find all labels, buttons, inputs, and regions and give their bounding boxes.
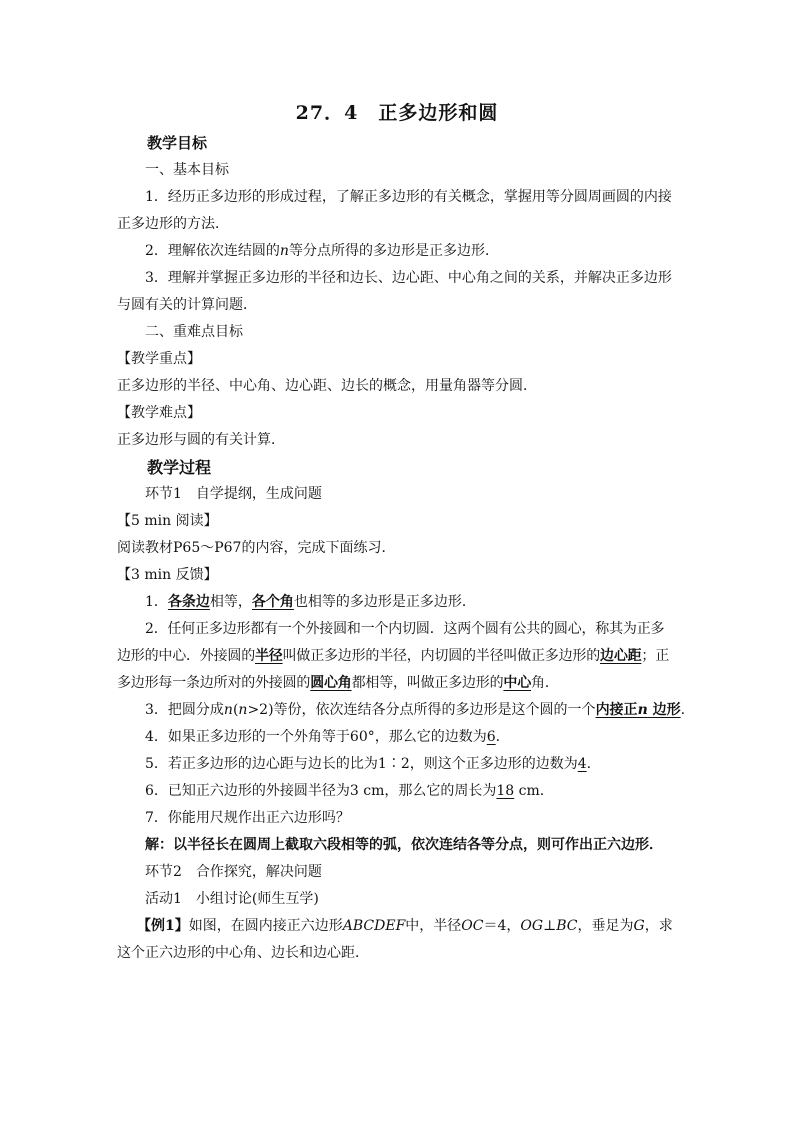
key-point-text: 正多边形的半径、中心角、边心距、边长的概念，用量角器等分圆． <box>117 378 537 394</box>
basic-goal-heading: 一、基本目标 <box>145 162 229 178</box>
key-goal-heading: 二、重难点目标 <box>145 324 243 340</box>
activity-1-heading: 活动1 小组讨论(师生互学) <box>145 891 319 907</box>
answer-blank: 内接正n 边形 <box>595 702 681 718</box>
step-1-heading: 环节1 自学提纲，生成问题 <box>145 486 322 502</box>
question-6: 6．已知正六边形的外接圆半径为3 cm，那么它的周长为18 cm. <box>145 783 545 799</box>
difficult-point-label: 【教学难点】 <box>117 405 201 421</box>
answer-blank: 半径 <box>255 648 283 664</box>
reading-text: 阅读教材P65～P67的内容，完成下面练习． <box>117 540 396 556</box>
goal-3: 3．理解并掌握正多边形的半径和边长、边心距、中心角之间的关系，并解决正多边形与圆有关的计算问题． <box>117 270 672 313</box>
question-3: 3．把圆分成n(n>2)等份，依次连结各分点所得的多边形是这个圆的一个内接正n 边形. <box>145 702 686 718</box>
answer-blank: 6 <box>486 729 496 745</box>
answer-blank: 各个角 <box>251 594 294 610</box>
answer-blank: 4 <box>577 756 587 772</box>
question-1: 1．各条边相等，各个角也相等的多边形是正多边形． <box>145 594 476 610</box>
question-2: 2．任何正多边形都有一个外接圆和一个内切圆．这两个圆有公共的圆心，称其为正多边形的中心．外接圆的半径叫做正多边形的半径，内切圆的半径叫做正多边形的边心距；正多边形每一条边所对的外接圆的圆心角都相等，叫做正多边形的中心角． <box>117 621 670 691</box>
section-heading-process: 教学过程 <box>147 458 212 477</box>
answer-blank: 各条边 <box>167 594 210 610</box>
answer-blank: 中心 <box>503 675 532 691</box>
question-4: 4．如果正多边形的一个外角等于60°，那么它的边数为6. <box>145 729 501 745</box>
goal-2: 2．理解依次连结圆的n等分点所得的多边形是正多边形． <box>145 243 499 259</box>
question-7: 7．你能用尺规作出正六边形吗？ <box>145 810 350 826</box>
answer-blank: 18 <box>496 783 515 799</box>
reading-label: 【5 min 阅读】 <box>117 513 218 529</box>
answer-blank: 边心距 <box>600 648 642 664</box>
difficult-point-text: 正多边形与圆的有关计算． <box>117 432 285 448</box>
question-5: 5．若正多边形的边心距与边长的比为1∶2，则这个正多边形的边数为4. <box>145 756 592 772</box>
example-1: 【例1】如图，在圆内接正六边形ABCDEF中，半径OC＝4，OG⊥BC，垂足为G，求这个正六边形的中心角、边长和边心距． <box>117 918 673 961</box>
answer-blank: 圆心角 <box>310 675 352 691</box>
section-heading-objectives: 教学目标 <box>147 134 208 152</box>
lesson-content <box>117 130 686 967</box>
step-2-heading: 环节2 合作探究，解决问题 <box>145 864 322 880</box>
goal-1: 1．经历正多边形的形成过程，了解正多边形的有关概念，掌握用等分圆周画圆的内接正多边形的方法． <box>117 189 672 232</box>
key-point-label: 【教学重点】 <box>117 351 201 367</box>
feedback-label: 【3 min 反馈】 <box>117 567 218 583</box>
answer-7: 解：以半径长在圆周上截取六段相等的弧，依次连结各等分点，则可作出正六边形． <box>145 837 663 853</box>
page-title: 27．4 正多边形和圆 <box>295 102 499 124</box>
